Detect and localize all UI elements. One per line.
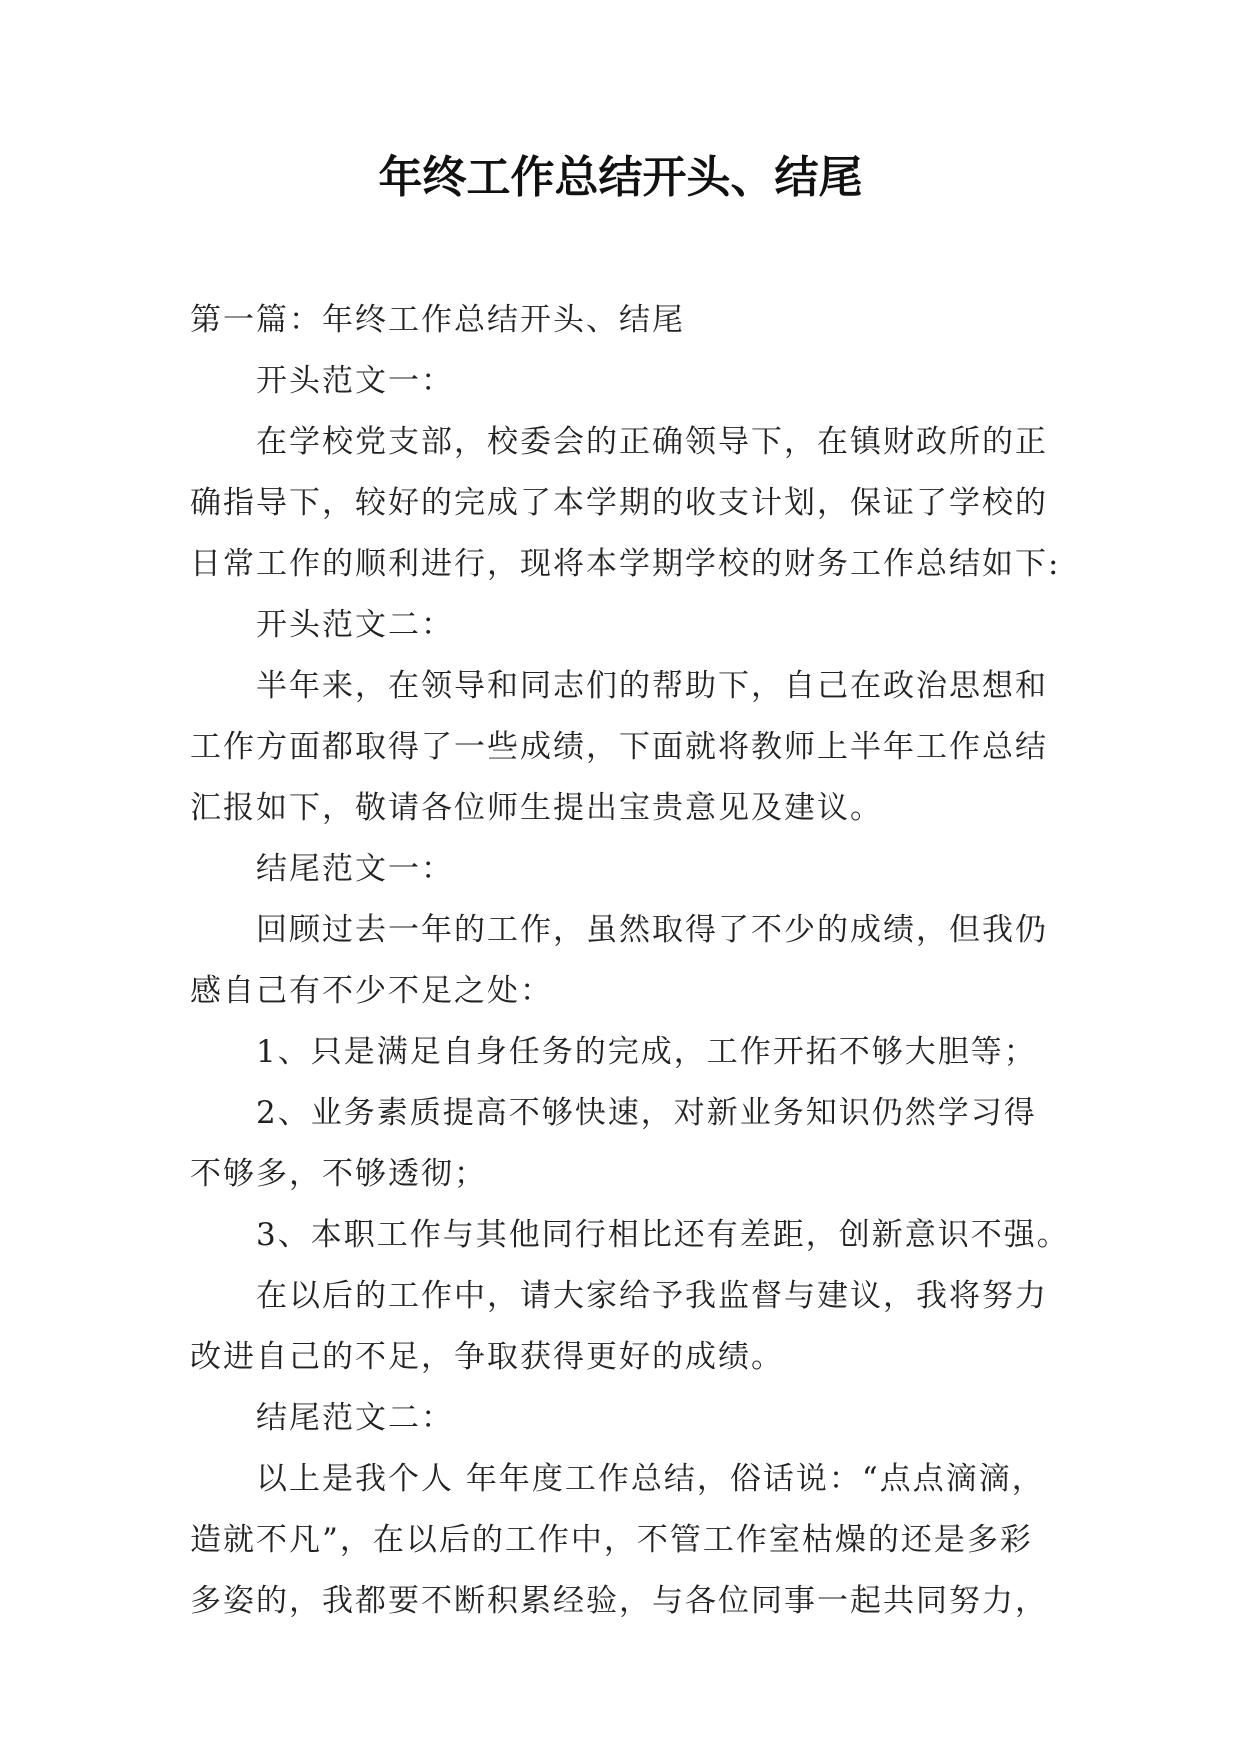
- text-line: 在以后的工作中，请大家给予我监督与建议，我将努力: [256, 1278, 1048, 1314]
- text-line: 以上是我个人 年年度工作总结，俗话说：“点点滴滴，: [256, 1461, 1045, 1497]
- text-line: 在学校党支部，校委会的正确领导下，在镇财政所的正: [256, 424, 1048, 460]
- text-line: 开头范文二：: [256, 607, 454, 643]
- text-line: 多姿的，我都要不断积累经验，与各位同事一起共同努力，: [190, 1583, 1048, 1619]
- document-title: 年终工作总结开头、结尾: [378, 152, 863, 203]
- text-line: 结尾范文一：: [256, 851, 454, 887]
- text-line: 不够多，不够透彻；: [190, 1156, 487, 1192]
- text-line: 2、业务素质提高不够快速，对新业务知识仍然学习得: [256, 1095, 1037, 1131]
- text-line: 日常工作的顺利进行，现将本学期学校的财务工作总结如下:: [190, 546, 1061, 582]
- text-line: 开头范文一：: [256, 363, 454, 399]
- text-line: 1、只是满足自身任务的完成，工作开拓不够大胆等；: [256, 1034, 1037, 1070]
- text-line: 半年来，在领导和同志们的帮助下，自己在政治思想和: [256, 668, 1048, 704]
- text-line: 第一篇：年终工作总结开头、结尾: [190, 302, 685, 338]
- text-line: 结尾范文二：: [256, 1400, 454, 1436]
- document-body: [190, 290, 1070, 1632]
- text-line: 回顾过去一年的工作，虽然取得了不少的成绩，但我仍: [256, 912, 1048, 948]
- text-line: 确指导下，较好的完成了本学期的收支计划，保证了学校的: [190, 485, 1048, 521]
- text-line: 3、本职工作与其他同行相比还有差距，创新意识不强。: [256, 1217, 1070, 1253]
- text-line: 工作方面都取得了一些成绩，下面就将教师上半年工作总结: [190, 729, 1048, 765]
- text-line: 感自己有不少不足之处：: [190, 973, 553, 1009]
- text-line: 改进自己的不足，争取获得更好的成绩。: [190, 1339, 784, 1375]
- text-line: 造就不凡”，在以后的工作中，不管工作室枯燥的还是多彩: [190, 1522, 1033, 1558]
- text-line: 汇报如下，敬请各位师生提出宝贵意见及建议。: [190, 790, 883, 826]
